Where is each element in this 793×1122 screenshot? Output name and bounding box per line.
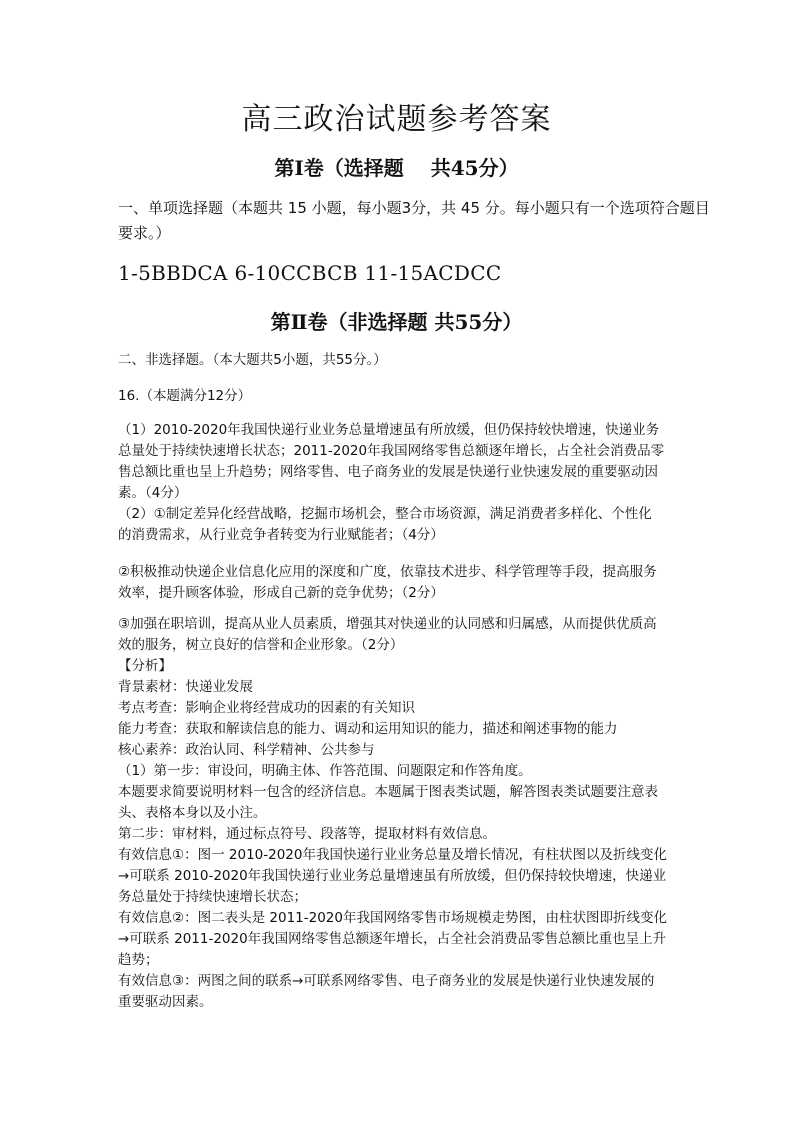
- text-line: 能力考查：获取和解读信息的能力、调动和运用知识的能力，描述和阐述事物的能力: [118, 721, 618, 737]
- text-line: （1）第一步：审设问，明确主体、作答范围、问题限定和作答角度。: [118, 763, 532, 779]
- text-line: 有效信息②：图二表头是 2011-2020年我国网络零售市场规模走势图，由柱状图即折线变化: [118, 910, 667, 926]
- section1-instruction: 一、单项选择题（本题共 15 小题，每小题3分，共 45 分。每小题只有一个选项符合题目要求。）: [118, 199, 710, 242]
- text-line: 的消费需求，从行业竞争者转变为行业赋能者；（4分）: [118, 527, 444, 543]
- text-line: 第二步：审材料，通过标点符号、段落等，提取材料有效信息。: [118, 826, 496, 842]
- page-title: 高三政治试题参考答案: [241, 102, 552, 137]
- text-line: （2）①制定差异化经营战略，挖掘市场机会，整合市场资源，满足消费者多样化、个性化: [118, 506, 652, 522]
- answer-block-2: [118, 562, 688, 604]
- text-line: （1）2010-2020年我国快递行业业务总量增速虽有所放缓，但仍保持较快增速，快递业务: [118, 422, 660, 438]
- answer-block-3: [118, 614, 688, 656]
- section2-heading: 第Ⅱ卷（非选择题 共55分）: [270, 310, 523, 334]
- text-line: 有效信息③：两图之间的联系→可联系网络零售、电子商务业的发展是快递行业快速发展的: [118, 973, 655, 989]
- text-line: 售总额比重也呈上升趋势；网络零售、电子商务业的发展是快递行业快速发展的重要驱动因: [118, 464, 658, 480]
- text-line: 背景素材：快递业发展: [118, 679, 253, 695]
- question16-label: 16.（本题满分12分）: [118, 388, 252, 404]
- text-line: 有效信息①：图一 2010-2020年我国快递行业业务总量及增长情况，有柱状图以及折线变化: [118, 847, 667, 863]
- text-line: →可联系 2011-2020年我国网络零售总额逐年增长，占全社会消费品零售总额比重也呈上升: [118, 931, 667, 947]
- section1-heading: 第Ⅰ卷（选择题 共45分）: [274, 156, 519, 180]
- text-line: 素。（4分）: [118, 485, 188, 501]
- text-line: ②积极推动快递企业信息化应用的深度和广度，依靠技术进步、科学管理等手段，提高服务: [118, 564, 657, 580]
- text-line: 效率，提升顾客体验，形成自己新的竞争优势；（2分）: [118, 585, 444, 601]
- text-line: ③加强在职培训，提高从业人员素质，增强其对快递业的认同感和归属感，从而提供优质高: [118, 616, 657, 632]
- text-line: 考点考查：影响企业将经营成功的因素的有关知识: [118, 700, 415, 716]
- text-line: 【分析】: [118, 658, 172, 674]
- choice-answers: 1-5BBDCA 6-10CCBCB 11-15ACDCC: [118, 261, 502, 285]
- answer-block-1: [118, 420, 688, 546]
- analysis-block: [118, 656, 688, 1013]
- text-line: 务总量处于持续快速增长状态；: [118, 889, 307, 905]
- section2-instruction: 二、非选择题。（本大题共5小题，共55分。）: [118, 352, 387, 368]
- text-line: 总量处于持续快速增长状态；2011-2020年我国网络零售总额逐年增长，占全社会消费品零: [118, 443, 665, 459]
- text-line: →可联系 2010-2020年我国快递行业业务总量增速虽有所放缓，但仍保持较快增速，快递业: [118, 868, 667, 884]
- text-line: 重要驱动因素。: [118, 994, 213, 1010]
- text-line: 核心素养：政治认同、科学精神、公共参与: [118, 742, 375, 758]
- text-line: 效的服务，树立良好的信誉和企业形象。（2分）: [118, 637, 404, 653]
- text-line: 头、表格本身以及小注。: [118, 805, 267, 821]
- text-line: 本题要求简要说明材料一包含的经济信息。本题属于图表类试题，解答图表类试题要注意表: [118, 784, 658, 800]
- text-line: 趋势；: [118, 952, 159, 968]
